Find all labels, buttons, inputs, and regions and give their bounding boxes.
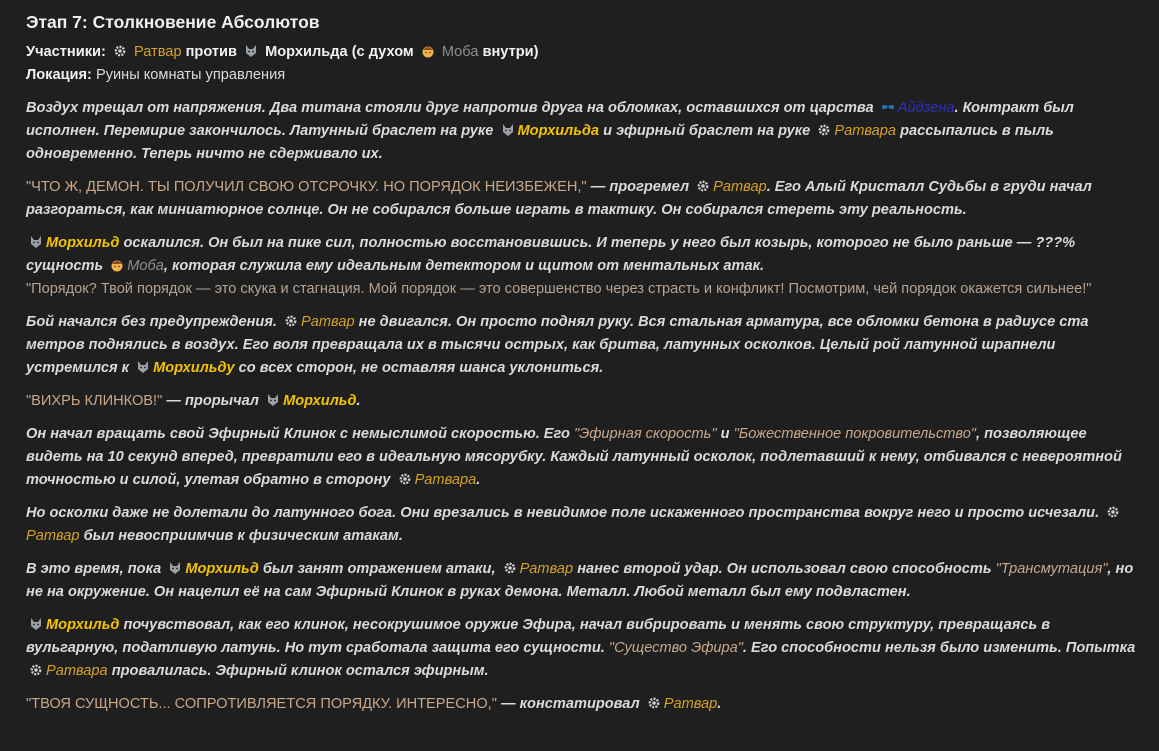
p1-text-a: Воздух трещал от напряжения. Два титана стояли друг напротив друга на обломках, оставшихся от царства xyxy=(26,100,874,116)
morhild-name: Морхильд xyxy=(46,235,120,251)
p10-text-a: почувствовал, как его клинок, несокрушимое оружие Эфира, начал вибрировать и менять свою структуру, превращаясь в вульгарную, податливую латунь. Но тут сработала защита его сущности. xyxy=(26,617,1051,656)
p3-text-a: оскалился. Он был на пике сил, полностью восстановившись. И теперь у него был козырь, которого не было раньше — ???% сущность xyxy=(26,235,1076,274)
participant-moba: Моба xyxy=(441,44,479,60)
paragraph-1 xyxy=(26,97,1143,166)
p10-text-b: . Его способности нельзя было изменить. Попытка xyxy=(742,640,1136,656)
p1-text-c: и эфирный браслет на руке xyxy=(603,123,811,139)
wolf-icon xyxy=(501,123,515,137)
wolf-icon xyxy=(266,393,280,407)
ratvar-name: Ратвар xyxy=(26,528,80,544)
paragraph-4 xyxy=(26,278,1143,301)
ratvar-name: Ратвар xyxy=(301,314,355,330)
participant-morhild: Морхильда xyxy=(265,44,348,60)
location-label: Локация: xyxy=(26,67,92,83)
wolf-icon xyxy=(29,617,43,631)
speech-morhild-2: "ВИХРЬ КЛИНКОВ!" xyxy=(26,393,163,409)
face-icon xyxy=(421,44,435,58)
p3-text-b: , которая служила ему идеальным детектором и щитом от ментальных атак. xyxy=(163,258,765,274)
ratvar-name: Ратвара xyxy=(46,663,108,679)
gear-icon xyxy=(503,561,517,575)
p10-text-c: провалилась. Эфирный клинок остался эфирным. xyxy=(111,663,489,679)
gear-icon xyxy=(284,314,298,328)
p1-text-b: . Контракт был исполнен. Перемирие закончилось. Латунный браслет на руке xyxy=(26,100,1074,139)
morhild-name: Морхильд xyxy=(46,617,120,633)
p1-text-d: рассыпались в пыль одновременно. Теперь ничто не сдерживало их. xyxy=(26,123,1054,162)
moba-name: Моба xyxy=(127,258,164,274)
p5-text-a: Бой начался без предупреждения. xyxy=(26,314,277,330)
p9-text-d: , но не на окружение. Он нацелил её на сам Эфирный Клинок в руках демона. Металл. Любой металл был ему подвластен. xyxy=(26,561,1134,600)
gear-icon xyxy=(1106,505,1120,519)
ratvar-name: Ратвар xyxy=(663,696,718,712)
ability-ether-being: "Существо Эфира" xyxy=(608,640,743,656)
p7-text-b: , позволяющее видеть на 10 секунд вперед, превратили его в идеальную мясорубку. Каждый латунный осколок, подлетавший к нему, отбивался с невероятной точностью и силой, улетая обратно в сторону xyxy=(26,426,1122,488)
p5-text-c: со всех сторон, не оставляя шанса уклониться. xyxy=(238,360,604,376)
p9-text-a: В это время, пока xyxy=(26,561,162,577)
inside-text: внутри) xyxy=(482,44,539,60)
ability-ether-speed: "Эфирная скорость" xyxy=(573,426,717,442)
p2-text-b: . Его Алый Кристалл Судьбы в груди начал разгораться, как миниатюрное солнце. Он не собирался больше играть в тактику. Он собирался стереть эту реальность. xyxy=(26,179,1092,218)
paragraph-9 xyxy=(26,558,1143,604)
speech-ratvar: "ЧТО Ж, ДЕМОН. ТЫ ПОЛУЧИЛ СВОЮ ОТСРОЧКУ. НО ПОРЯДОК НЕИЗБЕЖЕН," xyxy=(26,179,587,195)
p6-text-b: . xyxy=(356,393,361,409)
wolf-icon xyxy=(244,44,258,58)
with-spirit-text: (с духом xyxy=(351,44,414,60)
p11-text-a: — констатировал xyxy=(500,696,640,712)
wolf-icon xyxy=(29,235,43,249)
paragraph-8 xyxy=(26,502,1143,548)
stage-title: Этап 7: Столкновение Абсолютов xyxy=(26,12,320,32)
p11-text-b: . xyxy=(717,696,722,712)
gear-icon xyxy=(696,179,710,193)
location-value: Руины комнаты управления xyxy=(95,67,286,83)
ability-divine-patronage: "Божественное покровительство" xyxy=(733,426,976,442)
ratvar-name: Ратвар xyxy=(713,179,767,195)
location-line xyxy=(26,64,1143,87)
p9-text-c: нанес второй удар. Он использовал свою способность xyxy=(577,561,992,577)
participants-label: Участники: xyxy=(26,44,106,60)
gear-icon xyxy=(398,472,412,486)
paragraph-3 xyxy=(26,232,1143,278)
paragraph-2 xyxy=(26,176,1143,222)
p2-text-a: — прогремел xyxy=(590,179,690,195)
morhild-name: Морхильду xyxy=(153,360,235,376)
ratvar-name: Ратвара xyxy=(834,123,897,139)
sunglasses-icon xyxy=(881,100,895,114)
speech-morhild: "Порядок? Твой порядок — это скука и стагнация. Мой порядок — это совершенство через страсть и конфликт! Посмотрим, чей порядок окажется сильнее!" xyxy=(26,281,1092,297)
paragraph-7 xyxy=(26,423,1143,492)
paragraph-6 xyxy=(26,390,1143,413)
vs-text: против xyxy=(185,44,237,60)
paragraph-11 xyxy=(26,693,1143,716)
p5-text-b: не двигался. Он просто поднял руку. Вся стальная арматура, все обломки бетона в радиусе ста метров поднялись в воздух. Его воля превращала их в тысячи острых, как бритва, латунных осколков. Целый рой латунной шрапнели устремился к xyxy=(26,314,1089,376)
paragraph-5 xyxy=(26,311,1143,380)
wolf-icon xyxy=(168,561,182,575)
wolf-icon xyxy=(136,360,150,374)
p9-text-b: был занят отражением атаки, xyxy=(262,561,496,577)
morhild-name: Морхильд xyxy=(283,393,357,409)
aidzen-name: Айдзена xyxy=(897,100,955,116)
face-icon xyxy=(110,258,124,272)
morhild-name: Морхильд xyxy=(185,561,259,577)
gear-icon xyxy=(817,123,831,137)
p8-text-a: Но осколки даже не долетали до латунного бога. Они врезались в невидимое поле искаженного пространства вокруг него и просто исчезали. xyxy=(26,505,1100,521)
gear-icon xyxy=(113,44,127,58)
ratvar-name: Ратвар xyxy=(519,561,574,577)
gear-icon xyxy=(647,696,661,710)
gear-icon xyxy=(29,663,43,677)
participants-line xyxy=(26,41,1143,64)
p8-text-b: был невосприимчив к физическим атакам. xyxy=(83,528,403,544)
paragraph-10 xyxy=(26,614,1143,683)
p7-and: и xyxy=(720,426,730,442)
p6-text-a: — прорычал xyxy=(166,393,259,409)
ability-transmutation: "Трансмутация" xyxy=(995,561,1108,577)
p7-text-a: Он начал вращать свой Эфирный Клинок с немыслимой скоростью. Его xyxy=(26,426,570,442)
morhild-name: Морхильда xyxy=(517,123,600,139)
participant-ratvar: Ратвар xyxy=(133,44,182,60)
p7-text-c: . xyxy=(476,472,481,488)
speech-ratvar-2: "ТВОЯ СУЩНОСТЬ... СОПРОТИВЛЯЕТСЯ ПОРЯДКУ. ИНТЕРЕСНО," xyxy=(26,696,497,712)
ratvar-name: Ратвара xyxy=(414,472,477,488)
